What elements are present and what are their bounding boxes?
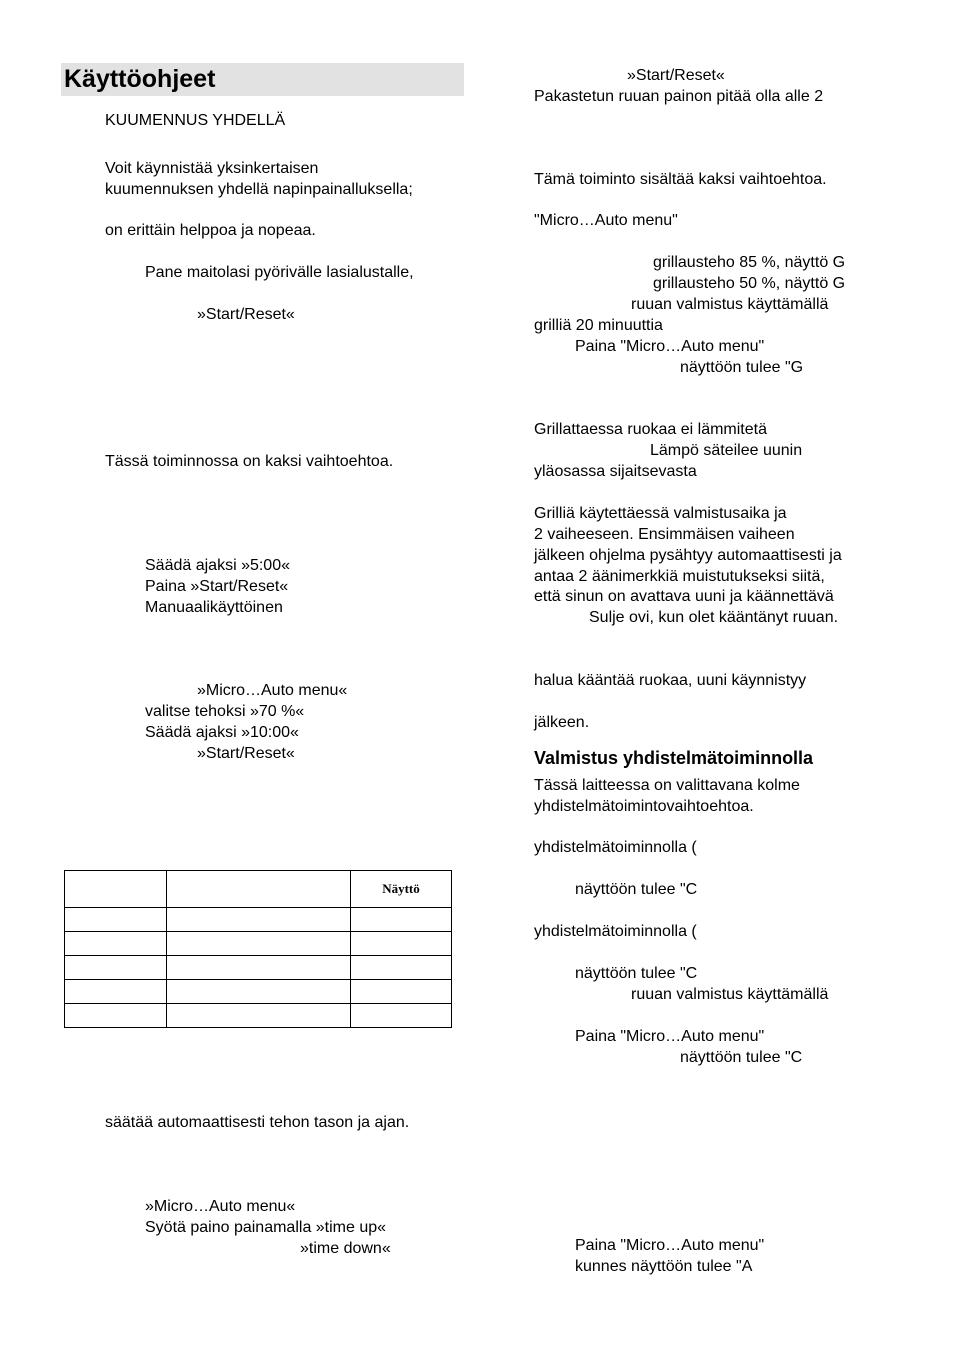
text-line: Säädä ajaksi »5:00« [145, 557, 290, 574]
text-line: Sulje ovi, kun olet kääntänyt ruuan. [589, 609, 839, 626]
text-line: grilliä 20 minuuttia [534, 317, 663, 334]
text-line: antaa 2 äänimerkkiä muistutukseksi siitä, [534, 568, 825, 585]
text-line: »Micro…Auto menu« [145, 1198, 296, 1215]
text-line: yhdistelmätoimintovaihtoehtoa. [534, 798, 754, 815]
text-line: säätää automaattisesti tehon tason ja ajan. [105, 1114, 410, 1131]
text-line: Paina "Micro…Auto menu" [575, 1237, 765, 1254]
table-row [65, 956, 452, 980]
text-line: Manuaalikäyttöinen [145, 599, 283, 616]
text-line: "Micro…Auto menu" [534, 212, 678, 229]
text-line: on erittäin helppoa ja nopeaa. [105, 222, 316, 239]
text-line: Tämä toiminto sisältää kaksi vaihtoehtoa. [534, 171, 827, 188]
table-header-cell [65, 871, 167, 908]
table-row [65, 980, 452, 1004]
table-cell [167, 956, 351, 980]
table-header-row [65, 871, 452, 908]
table-cell [65, 956, 167, 980]
text-line: Pakastetun ruuan painon pitää olla alle 2 [534, 88, 824, 105]
text-line: jälkeen. [534, 714, 590, 731]
text-line: että sinun on avattava uuni ja käännettävä [534, 588, 834, 605]
table-cell [167, 932, 351, 956]
table-cell [65, 932, 167, 956]
text-line: yläosassa sijaitsevasta [534, 463, 697, 480]
text-line: kuumennuksen yhdellä napinpainalluksella; [105, 181, 413, 198]
text-line: »Start/Reset« [197, 306, 295, 323]
table-cell [167, 1004, 351, 1028]
table-row [65, 908, 452, 932]
table-cell [167, 980, 351, 1004]
text-line: »Micro…Auto menu« [197, 682, 348, 699]
text-line: Säädä ajaksi »10:00« [145, 724, 299, 741]
table-cell [65, 980, 167, 1004]
text-line: grillausteho 50 %, näyttö G [653, 275, 846, 292]
table-header-cell [167, 871, 351, 908]
table-cell [351, 980, 452, 1004]
text-line: jälkeen ohjelma pysähtyy automaattisesti ja [534, 547, 842, 564]
text-line: Paina "Micro…Auto menu" [575, 1028, 765, 1045]
text-line: Grillattaessa ruokaa ei lämmitetä [534, 421, 767, 438]
table-cell [351, 908, 452, 932]
text-line: yhdistelmätoiminnolla ( [534, 839, 697, 856]
text-line: »Start/Reset« [197, 745, 295, 762]
text-line: halua kääntää ruokaa, uuni käynnistyy [534, 672, 807, 689]
text-line: »Start/Reset« [627, 67, 725, 84]
text-line: Grilliä käytettäessä valmistusaika ja [534, 505, 787, 522]
section-heading: Valmistus yhdistelmätoiminnolla [534, 748, 814, 768]
text-line: näyttöön tulee "C [575, 881, 698, 898]
table-cell [65, 908, 167, 932]
text-line: näyttöön tulee "C [575, 965, 698, 982]
table-cell [351, 1004, 452, 1028]
table-cell [65, 1004, 167, 1028]
table-cell [351, 956, 452, 980]
text-line: ruuan valmistus käyttämällä [631, 986, 829, 1003]
table-header-cell-display: Näyttö [351, 871, 452, 908]
text-line: näyttöön tulee "G [680, 359, 804, 376]
text-line: ruuan valmistus käyttämällä [631, 296, 829, 313]
text-line: Pane maitolasi pyörivälle lasialustalle, [145, 264, 414, 281]
settings-table [64, 870, 452, 1028]
section-label: KUUMENNUS YHDELLÄ [105, 112, 286, 129]
text-line: Tässä laitteessa on valittavana kolme [534, 777, 800, 794]
text-line: Tässä toiminnossa on kaksi vaihtoehtoa. [105, 453, 394, 470]
table-cell [351, 932, 452, 956]
text-line: valitse tehoksi »70 %« [145, 703, 305, 720]
text-line: Voit käynnistää yksinkertaisen [105, 160, 319, 177]
page-title: Käyttöohjeet [64, 65, 216, 93]
table-row [65, 1004, 452, 1028]
text-line: kunnes näyttöön tulee "A [575, 1258, 753, 1275]
text-line: näyttöön tulee "C [680, 1049, 803, 1066]
text-line: »time down« [300, 1240, 391, 1257]
text-line: yhdistelmätoiminnolla ( [534, 923, 697, 940]
text-line: Lämpö säteilee uunin [650, 442, 803, 459]
text-line: Paina "Micro…Auto menu" [575, 338, 765, 355]
text-line: Paina »Start/Reset« [145, 578, 289, 595]
table-row [65, 932, 452, 956]
text-line: grillausteho 85 %, näyttö G [653, 254, 846, 271]
text-line: Syötä paino painamalla »time up« [145, 1219, 387, 1236]
table-cell [167, 908, 351, 932]
text-line: 2 vaiheeseen. Ensimmäisen vaiheen [534, 526, 795, 543]
